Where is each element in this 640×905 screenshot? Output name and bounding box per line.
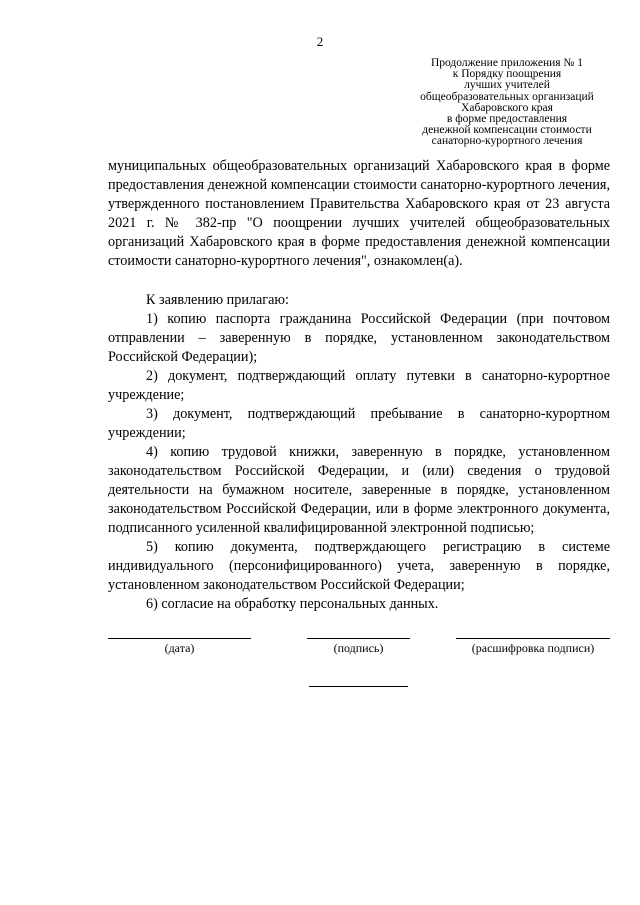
attachment-item: 5) копию документа, подтверждающего регистрацию в системе индивидуального (персонифицированного) учета, заверенную в порядке, установленном законодательством Российской Федерации; xyxy=(108,539,610,593)
attachment-item: 4) копию трудовой книжки, заверенную в порядке, установленном законодательством Российской Федерации, и (или) сведения о трудовой деятельности на бумажном носителе, заверенные в порядке, установленном законодательством Российской Федерации, или в форме электронного документа, подписанного усиленной квалифицированной электронной подписью; xyxy=(108,444,610,536)
document-body xyxy=(108,157,610,614)
header-line: денежной компенсации стоимости xyxy=(422,124,592,137)
header-line: Продолжение приложения № 1 xyxy=(430,57,584,69)
header-line: лучших учителей xyxy=(464,79,550,92)
header-line: общеобразовательных организаций xyxy=(420,90,594,103)
signature-decode-line xyxy=(456,638,610,639)
date-line xyxy=(108,638,251,639)
attachment-item: 2) документ, подтверждающий оплату путевки в санаторно-курортное учреждение; xyxy=(108,368,610,403)
header-line: Хабаровского края xyxy=(461,101,553,114)
header-line: к Порядку поощрения xyxy=(452,68,562,81)
appendix-header xyxy=(392,58,622,148)
intro-paragraph: муниципальных общеобразовательных организаций Хабаровского края в форме предоставления денежной компенсации стоимости санаторно-курортного лечения, утвержденного постановлением Правительства Хабаровского края от 23 августа 2021 г. № 382-пр "О поощрении лучших учителей общеобразовательных организаций Хабаровского края в форме предоставления денежной компенсации стоимости санаторно-курортного лечения", ознакомлен(а). xyxy=(108,158,610,269)
header-line: санаторно-курортного лечения xyxy=(431,135,583,148)
attachment-item: 3) документ, подтверждающий пребывание в санаторно-курортном учреждении; xyxy=(108,406,610,441)
page-number: 2 xyxy=(316,34,324,49)
attachments-heading: К заявлению прилагаю: xyxy=(146,292,289,308)
signature-caption: (подпись) xyxy=(333,641,384,655)
header-line: в форме предоставления xyxy=(446,113,568,126)
separator-line xyxy=(309,686,408,687)
signature-line xyxy=(307,638,410,639)
attachment-item: 1) копию паспорта гражданина Российской Федерации (при почтовом отправлении – заверенную в порядке, установленном законодательством Российской Федерации); xyxy=(108,311,610,365)
date-caption: (дата) xyxy=(164,641,195,655)
attachment-item: 6) согласие на обработку персональных данных. xyxy=(146,596,439,612)
signature-decode-caption: (расшифровка подписи) xyxy=(471,641,595,655)
